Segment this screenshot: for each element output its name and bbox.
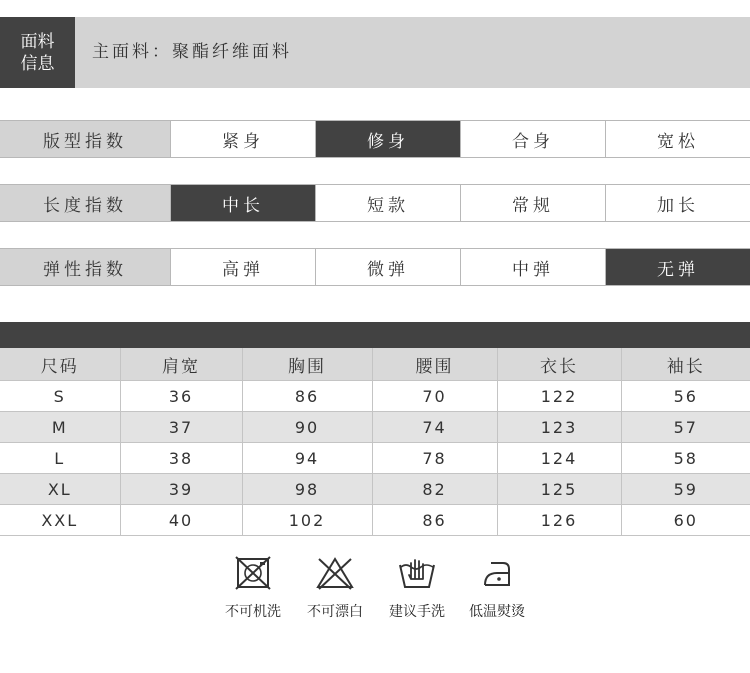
low-temp-iron-icon (477, 555, 517, 591)
table-cell: XL (0, 474, 120, 505)
care-item-low-temp-iron (457, 555, 537, 621)
care-label: 不可机洗 (225, 604, 281, 620)
table-cell: 56 (621, 381, 750, 412)
table-row (0, 381, 750, 412)
table-cell: 36 (120, 381, 242, 412)
column-header: 衣长 (497, 348, 621, 381)
index-option: 短款 (315, 185, 460, 221)
table-cell: 74 (372, 412, 497, 443)
table-cell: 37 (120, 412, 242, 443)
index-option: 宽松 (605, 121, 750, 157)
elasticity-index-row (0, 248, 750, 286)
table-cell: M (0, 412, 120, 443)
hand-wash-icon (397, 555, 437, 591)
care-label: 建议手洗 (389, 604, 445, 620)
table-cell: 123 (497, 412, 621, 443)
table-cell: 124 (497, 443, 621, 474)
size-table (0, 348, 750, 536)
index-option: 加长 (605, 185, 750, 221)
fabric-label-line1: 面料 (20, 31, 55, 52)
index-option-selected: 中长 (170, 185, 315, 221)
column-header: 尺码 (0, 348, 120, 381)
table-cell: 40 (120, 505, 242, 536)
table-cell: 60 (621, 505, 750, 536)
size-table-header-bar (0, 322, 750, 348)
index-label: 弹性指数 (0, 249, 170, 285)
table-cell: 82 (372, 474, 497, 505)
table-cell: 70 (372, 381, 497, 412)
table-cell: 102 (242, 505, 372, 536)
table-cell: 122 (497, 381, 621, 412)
care-item-no-bleach (295, 555, 375, 621)
index-option: 微弹 (315, 249, 460, 285)
table-cell: 38 (120, 443, 242, 474)
table-cell: 94 (242, 443, 372, 474)
table-cell: 59 (621, 474, 750, 505)
table-cell: 39 (120, 474, 242, 505)
table-row (0, 412, 750, 443)
table-cell: 57 (621, 412, 750, 443)
table-cell: 126 (497, 505, 621, 536)
fabric-label-line2: 信息 (20, 53, 55, 74)
table-row (0, 443, 750, 474)
column-header: 胸围 (242, 348, 372, 381)
table-cell: 98 (242, 474, 372, 505)
index-option: 常规 (460, 185, 605, 221)
fit-index-row (0, 120, 750, 158)
index-option-selected: 修身 (315, 121, 460, 157)
fabric-info-label (0, 17, 75, 88)
column-header: 袖长 (621, 348, 750, 381)
no-machine-wash-icon (234, 555, 272, 591)
length-index-row (0, 184, 750, 222)
table-cell: 86 (372, 505, 497, 536)
fabric-info-bar (0, 17, 750, 88)
table-cell: S (0, 381, 120, 412)
table-cell: 86 (242, 381, 372, 412)
index-option: 高弹 (170, 249, 315, 285)
table-cell: 78 (372, 443, 497, 474)
care-label: 不可漂白 (307, 604, 363, 620)
table-cell: XXL (0, 505, 120, 536)
table-cell: L (0, 443, 120, 474)
column-header: 腰围 (372, 348, 497, 381)
index-option-selected: 无弹 (605, 249, 750, 285)
no-bleach-icon (315, 555, 355, 591)
table-cell: 58 (621, 443, 750, 474)
index-option: 合身 (460, 121, 605, 157)
care-item-no-machine-wash (213, 555, 293, 621)
care-item-hand-wash (377, 555, 457, 621)
table-row (0, 505, 750, 536)
table-cell: 125 (497, 474, 621, 505)
column-header: 肩宽 (120, 348, 242, 381)
table-row (0, 474, 750, 505)
table-cell: 90 (242, 412, 372, 443)
fabric-main-material: 主面料：聚酯纤维面料 (92, 42, 292, 62)
index-option: 中弹 (460, 249, 605, 285)
index-label: 版型指数 (0, 121, 170, 157)
index-label: 长度指数 (0, 185, 170, 221)
care-label: 低温熨烫 (469, 604, 525, 620)
size-table-header-row (0, 348, 750, 381)
index-option: 紧身 (170, 121, 315, 157)
